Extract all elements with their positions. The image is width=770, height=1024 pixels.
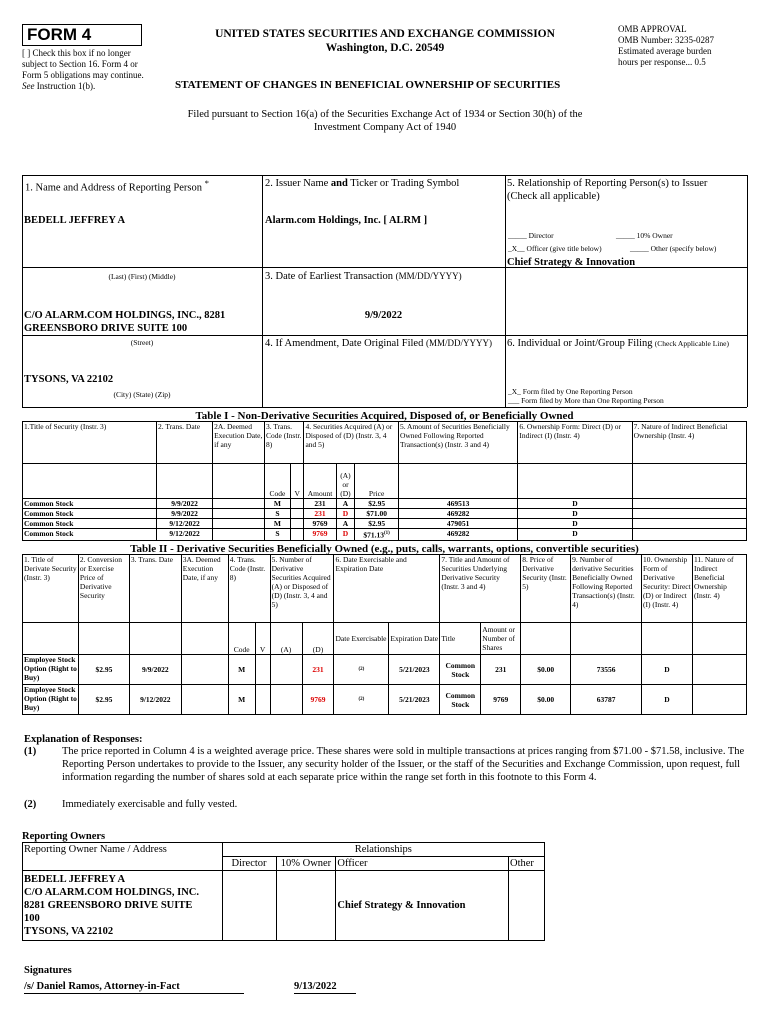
reporting-person-city: TYSONS, VA 22102	[24, 374, 114, 385]
t2-sub-d: (D)	[302, 623, 334, 655]
signatures-title: Signatures	[24, 965, 72, 976]
box5-label: 5. Relationship of Reporting Person(s) to Issuer (Check all applicable)	[507, 178, 708, 202]
owners-col-other: Other	[508, 857, 544, 871]
t2-h11: 11. Nature of Indirect Beneficial Ownership (Instr. 4)	[692, 555, 746, 623]
t2-sub-v: V	[255, 623, 270, 655]
t1-h4: 4. Securities Acquired (A) or Disposed of (D) (Instr. 3, 4 and 5)	[304, 422, 399, 464]
agency-city: Washington, D.C. 20549	[325, 42, 445, 54]
t1-h5: 5. Amount of Securities Beneficially Owned Following Reported Transaction(s) (Instr. 3 and 4)	[398, 422, 517, 464]
city-hint: (City) (State) (Zip)	[113, 390, 171, 399]
t1-sub-amount: Amount	[304, 464, 336, 499]
owners-col-officer: Officer	[336, 857, 509, 871]
t2-h3a: 3A. Deemed Execution Date, if any	[181, 555, 228, 623]
owners-col-rel: Relationships	[222, 843, 544, 857]
box6-label: 6. Individual or Joint/Group Filing (Check Applicable Line)	[507, 338, 729, 349]
table-row: Employee Stock Option (Right to Buy) $2.95 9/9/2022 M 231 (2) 5/21/2023 Common Stock 231 $0.00 73556 D	[23, 655, 747, 685]
t1-h3: 3. Trans. Code (Instr. 8)	[264, 422, 303, 464]
filing-option-one: _X_ Form filed by One Reporting Person	[508, 387, 633, 396]
t2-h6: 6. Date Exercisable and Expiration Date	[334, 555, 440, 623]
relationship-officer: _X__ Officer (give title below)	[508, 244, 602, 253]
footnote-1-number: (1)	[24, 746, 37, 757]
t1-h1: 1.Title of Security (Instr. 3)	[23, 422, 157, 464]
table1-title: Table I - Non-Derivative Securities Acquired, Disposed of, or Beneficially Owned	[195, 410, 574, 422]
box3-label: 3. Date of Earliest Transaction (MM/DD/YYYY)	[265, 271, 462, 282]
t2-h8: 8. Price of Derivative Security (Instr. 5)	[521, 555, 571, 623]
filer-info-box	[22, 175, 747, 407]
t1-h2: 2. Trans. Date	[156, 422, 212, 464]
t1-sub-v: V	[290, 464, 304, 499]
table-row: Common Stock 9/9/2022 M 231 A $2.95 469513 D	[23, 499, 747, 509]
t2-sub-exer: Date Exercisable	[334, 623, 389, 655]
name-hint: (Last) (First) (Middle)	[108, 272, 176, 281]
relationship-director: _____ Director	[508, 231, 554, 240]
check-box-note: [ ] Check this box if no longer subject to Section 16. Form 4 or Form 5 obligations may continue. See Instruction 1(b).	[22, 48, 144, 91]
relationship-other: _____ Other (specify below)	[630, 244, 717, 253]
t2-h2: 2. Conversion or Exercise Price of Derivative Security	[78, 555, 129, 623]
omb-approval: OMB APPROVAL OMB Number: 3235-0287 Estimated average burden hours per response... 0.5	[618, 24, 714, 67]
t1-h7: 7. Nature of Indirect Beneficial Ownership (Instr. 4)	[632, 422, 746, 464]
officer-title: Chief Strategy & Innovation	[507, 257, 636, 268]
reporting-owners-table	[22, 842, 545, 941]
t1-sub-aod: (A) or (D)	[336, 464, 355, 499]
owner-name-address: BEDELL JEFFREY A C/O ALARM.COM HOLDINGS, INC. 8281 GREENSBORO DRIVE SUITE 100 TYSONS, VA 22102	[23, 871, 223, 941]
table1-nonderivative	[22, 421, 747, 541]
t2-sub-a: (A)	[270, 623, 302, 655]
footnote-2-number: (2)	[24, 799, 37, 810]
owners-col-name: Reporting Owner Name / Address	[23, 843, 223, 857]
t2-h10: 10. Ownership Form of Derivative Security: Direct (D) or Indirect (I) (Instr. 4)	[642, 555, 693, 623]
signature-name: /s/ Daniel Ramos, Attorney-in-Fact	[24, 980, 244, 994]
t2-h4: 4. Trans. Code (Instr. 8)	[228, 555, 270, 623]
t2-sub-title: Title	[440, 623, 481, 655]
owners-col-director: Director	[222, 857, 276, 871]
agency-name: UNITED STATES SECURITIES AND EXCHANGE COMMISSION	[215, 28, 555, 40]
footnote-2-text: Immediately exercisable and fully vested.	[62, 799, 238, 810]
t2-h1: 1. Title of Derivate Security (Instr. 3)	[23, 555, 79, 623]
issuer-name: Alarm.com Holdings, Inc. [ ALRM ]	[265, 215, 428, 226]
t1-h2a: 2A. Deemed Execution Date, if any	[213, 422, 265, 464]
box1-label: 1. Name and Address of Reporting Person *	[25, 178, 210, 194]
statement-title: STATEMENT OF CHANGES IN BENEFICIAL OWNERSHIP OF SECURITIES	[175, 79, 561, 91]
table-row: Common Stock 9/12/2022 M 9769 A $2.95 479051 D	[23, 519, 747, 529]
box2-label: 2. Issuer Name and Ticker or Trading Symbol	[265, 178, 460, 189]
t2-h3: 3. Trans. Date	[129, 555, 181, 623]
owners-col-ten-pct: 10% Owner	[276, 857, 336, 871]
box4-label: 4. If Amendment, Date Original Filed (MM/DD/YYYY)	[265, 338, 492, 349]
relationship-ten-pct: _____ 10% Owner	[616, 231, 673, 240]
table2-derivative	[22, 554, 747, 715]
agency-header	[195, 27, 575, 55]
table-row	[23, 871, 545, 941]
street-hint: (Street)	[130, 338, 154, 347]
table-row: Employee Stock Option (Right to Buy) $2.95 9/12/2022 M 9769 (2) 5/21/2023 Common Stock 9769 $0.00 63787 D	[23, 685, 747, 715]
filing-option-group: ___ Form filed by More than One Reporting Person	[508, 396, 664, 405]
reporting-person-street: C/O ALARM.COM HOLDINGS, INC., 8281 GREENSBORO DRIVE SUITE 100	[24, 310, 226, 334]
signature-date: 9/13/2022	[294, 980, 356, 994]
t2-sub-exp: Expiration Date	[389, 623, 440, 655]
owner-officer-title: Chief Strategy & Innovation	[336, 871, 509, 941]
t1-sub-price: Price	[355, 464, 399, 499]
reporting-person-name: BEDELL JEFFREY A	[24, 215, 126, 226]
reporting-owners-title: Reporting Owners	[22, 831, 106, 842]
t1-sub-code: Code	[264, 464, 290, 499]
t2-h5: 5. Number of Derivative Securities Acquired (A) or Disposed of (D) (Instr. 3, 4 and 5)	[270, 555, 334, 623]
explanation-title: Explanation of Responses:	[24, 734, 143, 745]
earliest-transaction-date: 9/9/2022	[364, 310, 403, 321]
t2-h9: 9. Number of derivative Securities Beneficially Owned Following Reported Transaction(s) (Instr. 4)	[571, 555, 642, 623]
table-row: Common Stock 9/12/2022 S 9769 D $71.13$^{(1)}$ 469282 D	[23, 529, 747, 541]
t2-h7: 7. Title and Amount of Securities Underlying Derivative Security (Instr. 3 and 4)	[440, 555, 521, 623]
table2-title: Table II - Derivative Securities Beneficially Owned (e.g., puts, calls, warrants, options, convertible securities)	[130, 543, 639, 555]
t2-sub-amt: Amount or Number of Shares	[481, 623, 521, 655]
footnote-1-text: The price reported in Column 4 is a weighted average price. These shares were sold in multiple transactions at prices ranging from $71.00 - $71.58, inclusive. The Reporting Person undertakes to provide to the Issuer, any security holder of the Issuer, or the staff of the Securities and Exchange Commission, upon request, full information regarding the number of shares sold at each separate price within the range set forth in this footnote to this Form 4.	[62, 746, 745, 783]
t1-h6: 6. Ownership Form: Direct (D) or Indirect (I) (Instr. 4)	[518, 422, 632, 464]
filed-pursuant: Filed pursuant to Section 16(a) of the Securities Exchange Act of 1934 or Section 30(h) of the Investment Company Act of 1940	[187, 109, 583, 133]
t2-sub-code: Code	[228, 623, 255, 655]
form-title: FORM 4	[22, 24, 142, 46]
table-row: Common Stock 9/9/2022 S 231 D $71.00 469282 D	[23, 509, 747, 519]
